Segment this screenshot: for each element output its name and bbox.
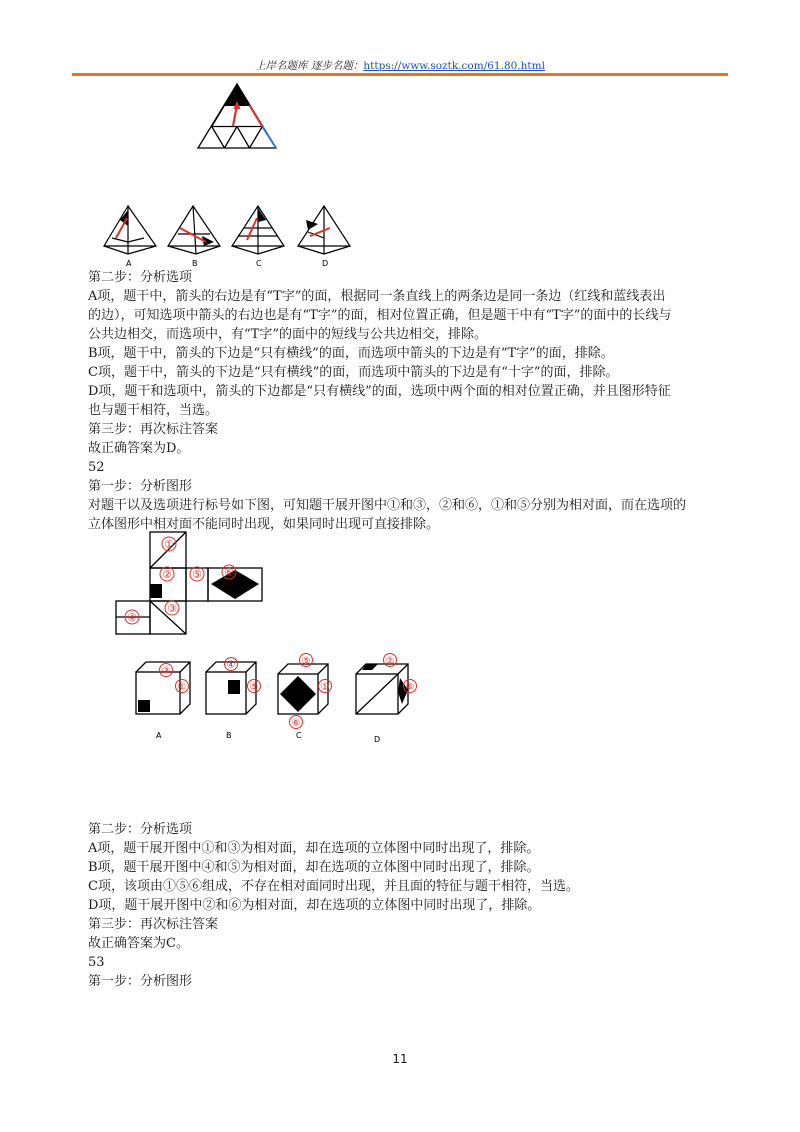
net-label-2: ② [162, 568, 172, 581]
header-url-link[interactable]: https://www.soztk.com/61.80.html [363, 60, 545, 72]
pyramid-options-figure [98, 198, 368, 268]
section2-step2-title: 第二步：分析选项 [88, 822, 193, 837]
cube-a-label-1: ① [177, 682, 187, 693]
section1-step2-title: 第二步：分析选项 [88, 270, 193, 285]
net-label-1: ① [164, 538, 174, 551]
page-number: 11 [392, 1052, 408, 1066]
cube-option-label-b: B [226, 731, 232, 740]
section2-d-line: D项，题干展开图中②和⑥为相对面，却在选项的立体图中同时出现了，排除。 [88, 898, 541, 913]
section2-intro-line2: 立体图形中相对面不能同时出现，如果同时出现可直接排除。 [88, 517, 440, 532]
triangle-net-figure [190, 78, 300, 168]
header-text: 上岸名题库 逐步名题： [255, 60, 364, 72]
section2-b-line: B项，题干展开图中④和⑤为相对面，却在选项的立体图中同时出现了，排除。 [88, 860, 540, 875]
option-label-b: B [192, 259, 198, 268]
section1-answer: 故正确答案为D。 [88, 441, 190, 456]
section1-a-line3: 公共边相交，而选项中，有“T字”的面中的短线与公共边相交，排除。 [88, 327, 487, 342]
cube-options-figure [128, 652, 428, 747]
cube-c-label-5: ⑤ [301, 656, 311, 667]
question-number-53: 53 [88, 955, 105, 970]
section2-intro-line1: 对题干以及选项进行标号如下图，可知题干展开图中①和③，②和⑥，①和⑤分别为相对面，而在选项的 [88, 498, 687, 513]
cube-a-label-3: ③ [161, 666, 171, 677]
section3-step1-title: 第一步：分析图形 [88, 974, 193, 989]
option-label-c: C [256, 259, 262, 268]
cube-b-label-4: ④ [226, 660, 236, 671]
page-header [0, 58, 800, 73]
cube-d-label-2: ② [385, 656, 395, 667]
cube-b-label-5: ⑤ [249, 682, 259, 693]
section2-answer: 故正确答案为C。 [88, 936, 189, 951]
section2-step1-title: 第一步：分析图形 [88, 479, 193, 494]
header-rule [72, 73, 728, 76]
section1-a-line1: A项，题干中，箭头的右边是有“T字”的面，根据同一条直线上的两条边是同一条边（红线和蓝线表出 [88, 289, 666, 304]
cube-d-label-6: ⑥ [405, 682, 415, 693]
cube-c-label-6: ⑥ [291, 718, 301, 729]
option-label-d: D [322, 259, 329, 268]
cube-option-label-c: C [296, 731, 302, 740]
section1-b-line: B项，题干中，箭头的下边是“只有横线”的面，而选项中箭头的下边是有“T字”的面，排除。 [88, 346, 614, 361]
section1-a-line2: 的边），可知选项中箭头的右边也是有“T字”的面，相对位置正确，但是题干中有“T字”的面中的长线与 [88, 308, 672, 323]
pyramid-b [168, 206, 220, 254]
net-label-3: ③ [167, 602, 177, 615]
section1-d-line2: 也与题干相符，当选。 [88, 403, 219, 418]
section2-step3-title: 第三步：再次标注答案 [88, 917, 219, 932]
section2-c-line: C项，该项由①⑤⑥组成，不存在相对面同时出现，并且面的特征与题干相符，当选。 [88, 879, 579, 894]
question-number-52: 52 [88, 460, 105, 475]
net-label-4: ④ [127, 611, 137, 624]
section2-a-line: A项，题干展开图中①和③为相对面，却在选项的立体图中同时出现了，排除。 [88, 841, 540, 856]
pyramid-a [104, 206, 156, 254]
cube-c-label-1: ① [320, 682, 330, 693]
cube-option-label-d: D [374, 735, 381, 744]
net-label-6: ⑥ [224, 566, 234, 579]
section1-d-line1: D项，题干和选项中，箭头的下边都是“只有横线”的面，选项中两个面的相对位置正确，并且图形特征 [88, 384, 671, 399]
net-label-5: ⑤ [192, 568, 202, 581]
option-label-a: A [126, 259, 132, 268]
cube-net-figure [112, 528, 272, 638]
section1-c-line: C项，题干中，箭头的下边是“只有横线”的面，而选项中箭头的下边是有“十字”的面，排除。 [88, 365, 619, 380]
cube-option-label-a: A [156, 731, 162, 740]
section1-step3-title: 第三步：再次标注答案 [88, 422, 219, 437]
